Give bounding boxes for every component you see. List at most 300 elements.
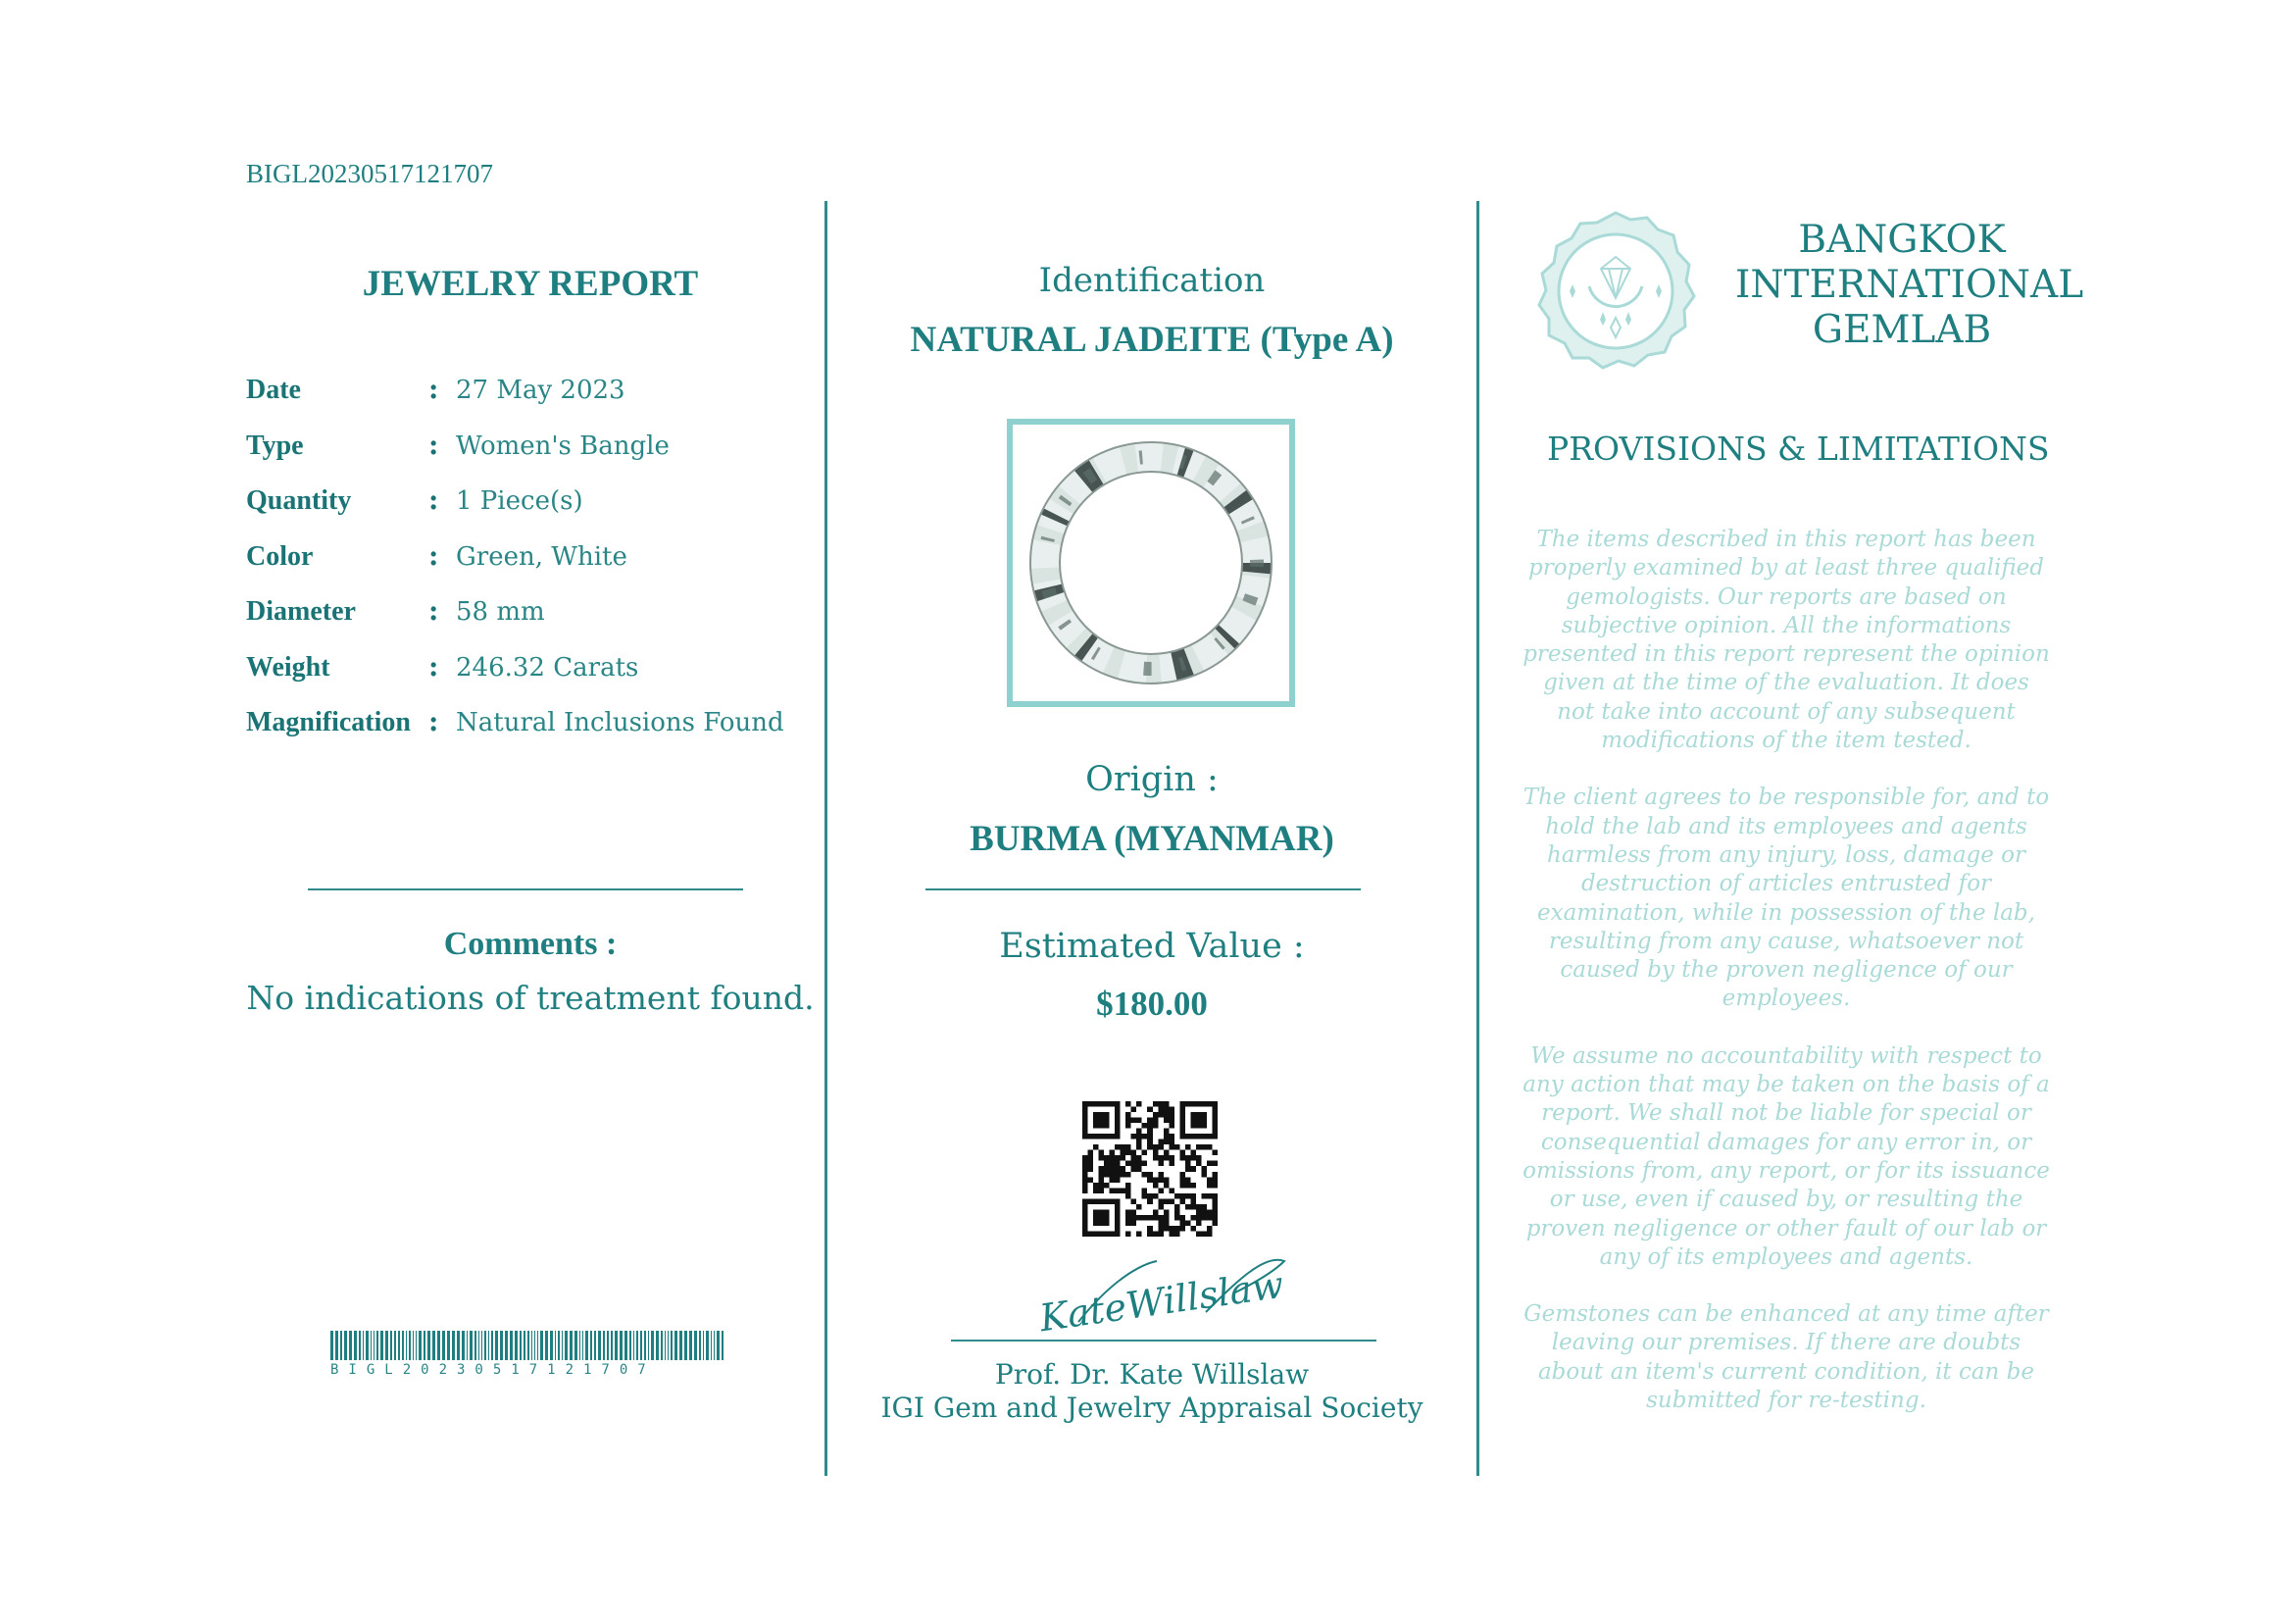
barcode-bar <box>520 1331 522 1360</box>
qr-module <box>1169 1140 1174 1145</box>
qr-module <box>1174 1209 1180 1215</box>
qr-module <box>1169 1198 1174 1204</box>
qr-module <box>1158 1107 1164 1113</box>
qr-module <box>1212 1220 1218 1226</box>
barcode-bars <box>330 1331 730 1360</box>
qr-module <box>1158 1144 1164 1150</box>
field-colon: : <box>428 538 439 572</box>
qr-module <box>1153 1118 1159 1124</box>
qr-module <box>1158 1198 1164 1204</box>
qr-module <box>1196 1220 1202 1226</box>
field-colon: : <box>428 428 439 461</box>
qr-module <box>1104 1183 1110 1189</box>
field-value: 27 May 2023 <box>456 376 625 405</box>
comments-heading: Comments : <box>443 926 618 962</box>
barcode-bar <box>714 1331 715 1360</box>
barcode-bar <box>603 1331 605 1360</box>
barcode-bar <box>510 1331 513 1360</box>
barcode-bar <box>674 1331 677 1360</box>
qr-module <box>1185 1183 1191 1189</box>
qr-module <box>1201 1209 1207 1215</box>
qr-module <box>1185 1177 1191 1183</box>
qr-module <box>1158 1231 1164 1237</box>
qr-module <box>1131 1209 1137 1215</box>
qr-module <box>1190 1198 1196 1204</box>
barcode-bar <box>579 1331 580 1360</box>
qr-module <box>1115 1188 1121 1193</box>
qr-module <box>1131 1166 1137 1172</box>
qr-module <box>1125 1123 1131 1129</box>
qr-module <box>1147 1107 1153 1113</box>
qr-module <box>1110 1166 1116 1172</box>
qr-module <box>1179 1193 1185 1199</box>
qr-module <box>1158 1188 1164 1193</box>
qr-module <box>1153 1209 1159 1215</box>
qr-module <box>1158 1172 1164 1178</box>
provisions-paragraph: The client agrees to be responsible for, and to hold the lab and its employees and agents harmless from any injury, loss, damage or destruction of articles entrusted for examination, while in possession of the lab, resulting from any cause, whatsoever not caused by the proven negligence of our employees. <box>1522 785 2050 1012</box>
qr-module <box>1136 1155 1142 1161</box>
qr-module <box>1099 1188 1105 1193</box>
qr-module <box>1082 1172 1088 1178</box>
qr-module <box>1110 1188 1116 1193</box>
qr-module <box>1207 1231 1213 1237</box>
qr-module <box>1147 1129 1153 1135</box>
qr-module <box>1153 1183 1159 1189</box>
barcode-bar <box>335 1331 338 1360</box>
barcode-bar <box>537 1331 538 1360</box>
qr-module <box>1136 1231 1142 1237</box>
signatory-org: IGI Gem and Jewelry Appraisal Society <box>880 1392 1423 1424</box>
barcode-bar <box>722 1331 724 1360</box>
provisions-paragraph: Gemstones can be enhanced at any time after leaving our premises. If there are doubts about an item's current condition, it can be submitted for re-testing. <box>1523 1301 2049 1414</box>
qr-module <box>1196 1215 1202 1221</box>
qr-module <box>1082 1161 1088 1167</box>
qr-module <box>1099 1172 1105 1178</box>
qr-module <box>1212 1209 1218 1215</box>
barcode-bar <box>340 1331 342 1360</box>
barcode-bar <box>585 1331 588 1360</box>
qr-module <box>1164 1220 1170 1226</box>
qr-module <box>1093 1183 1099 1189</box>
qr-module <box>1185 1144 1191 1150</box>
lab-name-line: BANGKOK <box>1798 218 2006 262</box>
jade-bangle-image <box>1013 425 1289 701</box>
qr-module <box>1142 1172 1148 1178</box>
barcode-bar <box>457 1331 460 1360</box>
qr-module <box>1125 1101 1131 1107</box>
barcode-bar <box>684 1331 687 1360</box>
barcode-bar <box>694 1331 697 1360</box>
qr-module <box>1153 1101 1159 1107</box>
qr-module <box>1207 1183 1213 1189</box>
barcode-bar <box>447 1331 450 1360</box>
qr-module <box>1169 1231 1174 1237</box>
origin-value: BURMA (MYANMAR) <box>970 819 1334 859</box>
barcode <box>330 1331 730 1378</box>
qr-module <box>1153 1112 1159 1118</box>
barcode-bar <box>380 1331 383 1360</box>
qr-module <box>1125 1231 1131 1237</box>
qr-module <box>1121 1166 1126 1172</box>
barcode-bar <box>717 1331 720 1360</box>
qr-module <box>1125 1150 1131 1156</box>
qr-module <box>1185 1220 1191 1226</box>
qr-module <box>1147 1134 1153 1140</box>
barcode-bar <box>467 1331 468 1360</box>
barcode-bar <box>349 1331 352 1360</box>
field-colon: : <box>428 594 439 627</box>
qr-module <box>1115 1161 1121 1167</box>
qr-module <box>1136 1144 1142 1150</box>
qr-module <box>1147 1140 1153 1145</box>
qr-module <box>1185 1155 1191 1161</box>
barcode-bar <box>344 1331 347 1360</box>
barcode-bar <box>598 1331 601 1360</box>
barcode-bar <box>495 1331 498 1360</box>
qr-module <box>1196 1161 1202 1167</box>
qr-module <box>1201 1193 1207 1199</box>
qr-module <box>1212 1161 1218 1167</box>
estimated-value: $180.00 <box>1096 985 1208 1023</box>
qr-module <box>1104 1155 1110 1161</box>
qr-module <box>1099 1166 1105 1172</box>
qr-module <box>1158 1155 1164 1161</box>
barcode-bar <box>594 1331 596 1360</box>
barcode-bar <box>570 1331 573 1360</box>
qr-module <box>1088 1155 1094 1161</box>
qr-module <box>1174 1193 1180 1199</box>
qr-module <box>1131 1198 1137 1204</box>
qr-module <box>1185 1166 1191 1172</box>
qr-module <box>1121 1155 1126 1161</box>
qr-module <box>1164 1183 1170 1189</box>
qr-module <box>1142 1134 1148 1140</box>
qr-module <box>1190 1204 1196 1210</box>
qr-module <box>1088 1161 1094 1167</box>
field-value: Green, White <box>456 541 627 572</box>
provisions-title: PROVISIONS & LIMITATIONS <box>1547 430 2050 468</box>
qr-module <box>1207 1177 1213 1183</box>
qr-module <box>1147 1123 1153 1129</box>
comments-text: No indications of treatment found. <box>246 979 815 1017</box>
qr-module <box>1201 1215 1207 1221</box>
qr-module <box>1121 1172 1126 1178</box>
qr-module <box>1147 1177 1153 1183</box>
qr-module <box>1110 1150 1116 1156</box>
field-label: Weight <box>246 651 330 683</box>
qr-module <box>1136 1215 1142 1221</box>
field-value: 246.32 Carats <box>456 652 639 683</box>
field-row-weight <box>246 650 784 706</box>
identification-value: NATURAL JADEITE (Type A) <box>910 320 1394 360</box>
report-fields <box>246 373 784 761</box>
qr-module <box>1174 1204 1180 1210</box>
qr-module <box>1131 1155 1137 1161</box>
barcode-bar <box>661 1331 663 1360</box>
barcode-bar <box>671 1331 673 1360</box>
qr-module <box>1110 1177 1116 1183</box>
qr-module <box>1125 1209 1131 1215</box>
qr-module <box>1147 1198 1153 1204</box>
qr-module <box>1082 1188 1088 1193</box>
field-row-type <box>246 429 784 484</box>
barcode-bar <box>394 1331 396 1360</box>
barcode-bar <box>703 1331 704 1360</box>
barcode-bar <box>540 1331 543 1360</box>
barcode-bar <box>582 1331 583 1360</box>
qr-module <box>1179 1183 1185 1189</box>
lab-name-line: GEMLAB <box>1812 308 1992 352</box>
qr-module <box>1212 1193 1218 1199</box>
qr-module <box>1125 1220 1131 1226</box>
barcode-bar <box>376 1331 378 1360</box>
qr-module <box>1104 1161 1110 1167</box>
qr-module <box>1164 1155 1170 1161</box>
qr-module <box>1169 1134 1174 1140</box>
signature-image <box>1039 1243 1294 1342</box>
barcode-bar <box>624 1331 627 1360</box>
qr-module <box>1164 1107 1170 1113</box>
qr-module <box>1179 1226 1185 1232</box>
barcode-bar <box>354 1331 357 1360</box>
barcode-text: BIGL20230517121707 <box>330 1362 656 1378</box>
qr-module <box>1212 1172 1218 1178</box>
barcode-bar <box>398 1331 400 1360</box>
lab-name-line: INTERNATIONAL <box>1735 263 2084 307</box>
qr-module <box>1131 1215 1137 1221</box>
barcode-bar <box>640 1331 642 1360</box>
qr-module <box>1136 1129 1142 1135</box>
barcode-bar <box>651 1331 654 1360</box>
barcode-bar <box>371 1331 372 1360</box>
qr-module <box>1190 1193 1196 1199</box>
qr-module <box>1131 1134 1137 1140</box>
qr-module <box>1207 1144 1213 1150</box>
field-label: Diameter <box>246 596 356 627</box>
qr-module <box>1099 1183 1105 1189</box>
field-row-quantity <box>246 483 784 539</box>
qr-module <box>1185 1161 1191 1167</box>
qr-module <box>1125 1188 1131 1193</box>
qr-module <box>1212 1198 1218 1204</box>
barcode-bar <box>607 1331 609 1360</box>
qr-module <box>1174 1144 1180 1150</box>
field-label: Type <box>246 430 304 461</box>
barcode-bar <box>413 1331 414 1360</box>
qr-module <box>1164 1198 1170 1204</box>
qr-module <box>1147 1193 1153 1199</box>
qr-module <box>1104 1166 1110 1172</box>
qr-module <box>1212 1177 1218 1183</box>
qr-module <box>1201 1172 1207 1178</box>
barcode-bar <box>527 1331 529 1360</box>
qr-module <box>1093 1112 1110 1129</box>
qr-module <box>1179 1198 1185 1204</box>
gemlab-seal <box>1532 208 1699 375</box>
qr-module <box>1164 1118 1170 1124</box>
barcode-bar <box>470 1331 473 1360</box>
barcode-bar <box>689 1331 692 1360</box>
qr-module <box>1147 1144 1153 1150</box>
qr-module <box>1125 1172 1131 1178</box>
qr-module <box>1131 1118 1137 1124</box>
barcode-bar <box>633 1331 634 1360</box>
field-label: Color <box>246 540 314 572</box>
barcode-bar <box>531 1331 532 1360</box>
column-divider-left <box>824 201 827 1476</box>
qr-module <box>1179 1150 1185 1156</box>
qr-module <box>1207 1161 1213 1167</box>
qr-module <box>1136 1166 1142 1172</box>
barcode-bar <box>648 1331 649 1360</box>
barcode-bar <box>668 1331 669 1360</box>
qr-module <box>1164 1215 1170 1221</box>
barcode-bar <box>419 1331 422 1360</box>
qr-code-image <box>1082 1101 1218 1237</box>
barcode-bar <box>478 1331 479 1360</box>
qr-module <box>1158 1161 1164 1167</box>
report-title: JEWELRY REPORT <box>362 264 699 304</box>
barcode-bar <box>385 1331 388 1360</box>
qr-module <box>1174 1226 1180 1232</box>
signature <box>1039 1243 1294 1342</box>
qr-module <box>1131 1107 1137 1113</box>
qr-module <box>1169 1118 1174 1124</box>
qr-module <box>1164 1112 1170 1118</box>
qr-module <box>1158 1215 1164 1221</box>
qr-module <box>1125 1193 1131 1199</box>
qr-module <box>1164 1134 1170 1140</box>
provisions-paragraph: We assume no accountability with respect to any action that may be taken on the basis of a report. We shall not be liable for special or consequential damages for any error in, or omissions from, any report, or for its issuance or use, even if caused by, or resulting the proven negligence or other fault of our lab or any of its employees and agents. <box>1522 1042 2050 1270</box>
qr-module <box>1174 1231 1180 1237</box>
barcode-bar <box>620 1331 623 1360</box>
qr-module <box>1158 1101 1164 1107</box>
qr-module <box>1174 1215 1180 1221</box>
qr-module <box>1207 1193 1213 1199</box>
qr-module <box>1169 1155 1174 1161</box>
qr-module <box>1212 1215 1218 1221</box>
field-value: Natural Inclusions Found <box>456 708 784 737</box>
qr-module <box>1142 1193 1148 1199</box>
qr-module <box>1142 1123 1148 1129</box>
qr-module <box>1201 1204 1207 1210</box>
qr-module <box>1136 1134 1142 1140</box>
qr-module <box>1093 1209 1110 1226</box>
field-value: Women's Bangle <box>456 431 670 461</box>
qr-module <box>1196 1209 1202 1215</box>
qr-module <box>1125 1118 1131 1124</box>
qr-module <box>1158 1204 1164 1210</box>
qr-module <box>1164 1226 1170 1232</box>
barcode-bar <box>679 1331 682 1360</box>
qr-module <box>1179 1220 1185 1226</box>
qr-module <box>1190 1112 1207 1129</box>
provisions-text <box>1522 526 2051 1444</box>
qr-module <box>1131 1220 1137 1226</box>
barcode-bar <box>706 1331 709 1360</box>
field-colon: : <box>428 649 439 683</box>
barcode-bar <box>574 1331 577 1360</box>
qr-module <box>1164 1140 1170 1145</box>
signature-script: KateWillslaw <box>1039 1262 1286 1341</box>
field-colon: : <box>428 373 439 405</box>
barcode-bar <box>644 1331 646 1360</box>
field-value: 1 Piece(s) <box>456 486 583 516</box>
barcode-bar <box>505 1331 508 1360</box>
barcode-bar <box>416 1331 417 1360</box>
qr-module <box>1164 1129 1170 1135</box>
barcode-bar <box>432 1331 435 1360</box>
barcode-bar <box>390 1331 392 1360</box>
qr-module <box>1099 1155 1105 1161</box>
qr-module <box>1158 1220 1164 1226</box>
qr-module <box>1121 1144 1126 1150</box>
qr-module <box>1185 1193 1191 1199</box>
center-divider-line <box>925 888 1361 890</box>
qr-module <box>1179 1215 1185 1221</box>
barcode-bar <box>515 1331 518 1360</box>
qr-module <box>1099 1177 1105 1183</box>
barcode-bar <box>442 1331 445 1360</box>
barcode-bar <box>562 1331 563 1360</box>
qr-module <box>1121 1188 1126 1193</box>
qr-module <box>1153 1144 1159 1150</box>
barcode-bar <box>424 1331 425 1360</box>
qr-module <box>1190 1155 1196 1161</box>
qr-module <box>1185 1204 1191 1210</box>
qr-module <box>1147 1215 1153 1221</box>
qr-module <box>1125 1215 1131 1221</box>
barcode-bar <box>481 1331 482 1360</box>
field-row-diameter <box>246 594 784 650</box>
qr-module <box>1088 1177 1094 1183</box>
barcode-bar <box>524 1331 525 1360</box>
barcode-bar <box>402 1331 404 1360</box>
barcode-bar <box>711 1331 712 1360</box>
qr-module <box>1169 1112 1174 1118</box>
qr-module <box>1164 1150 1170 1156</box>
qr-module <box>1131 1150 1137 1156</box>
qr-module <box>1153 1177 1159 1183</box>
qr-module <box>1212 1150 1218 1156</box>
field-label: Date <box>246 375 301 405</box>
qr-module <box>1164 1101 1170 1107</box>
qr-module <box>1136 1204 1142 1210</box>
report-id: BIGL20230517121707 <box>246 159 493 188</box>
signatory-name: Prof. Dr. Kate Willslaw <box>994 1358 1310 1391</box>
barcode-bar <box>615 1331 618 1360</box>
qr-module <box>1147 1172 1153 1178</box>
qr-module <box>1115 1144 1121 1150</box>
barcode-bar <box>484 1331 486 1360</box>
field-value: 58 mm <box>456 597 545 627</box>
barcode-bar <box>437 1331 440 1360</box>
qr-module <box>1082 1177 1088 1183</box>
barcode-bar <box>366 1331 369 1360</box>
column-divider-right <box>1476 201 1479 1476</box>
barcode-bar <box>427 1331 430 1360</box>
barcode-bar <box>474 1331 476 1360</box>
qr-module <box>1088 1150 1094 1156</box>
qr-module <box>1190 1166 1196 1172</box>
qr-module <box>1125 1144 1131 1150</box>
qr-module <box>1207 1209 1213 1215</box>
qr-module <box>1153 1123 1159 1129</box>
qr-module <box>1158 1112 1164 1118</box>
qr-module <box>1153 1231 1159 1237</box>
qr-module <box>1088 1166 1094 1172</box>
qr-module <box>1125 1183 1131 1189</box>
